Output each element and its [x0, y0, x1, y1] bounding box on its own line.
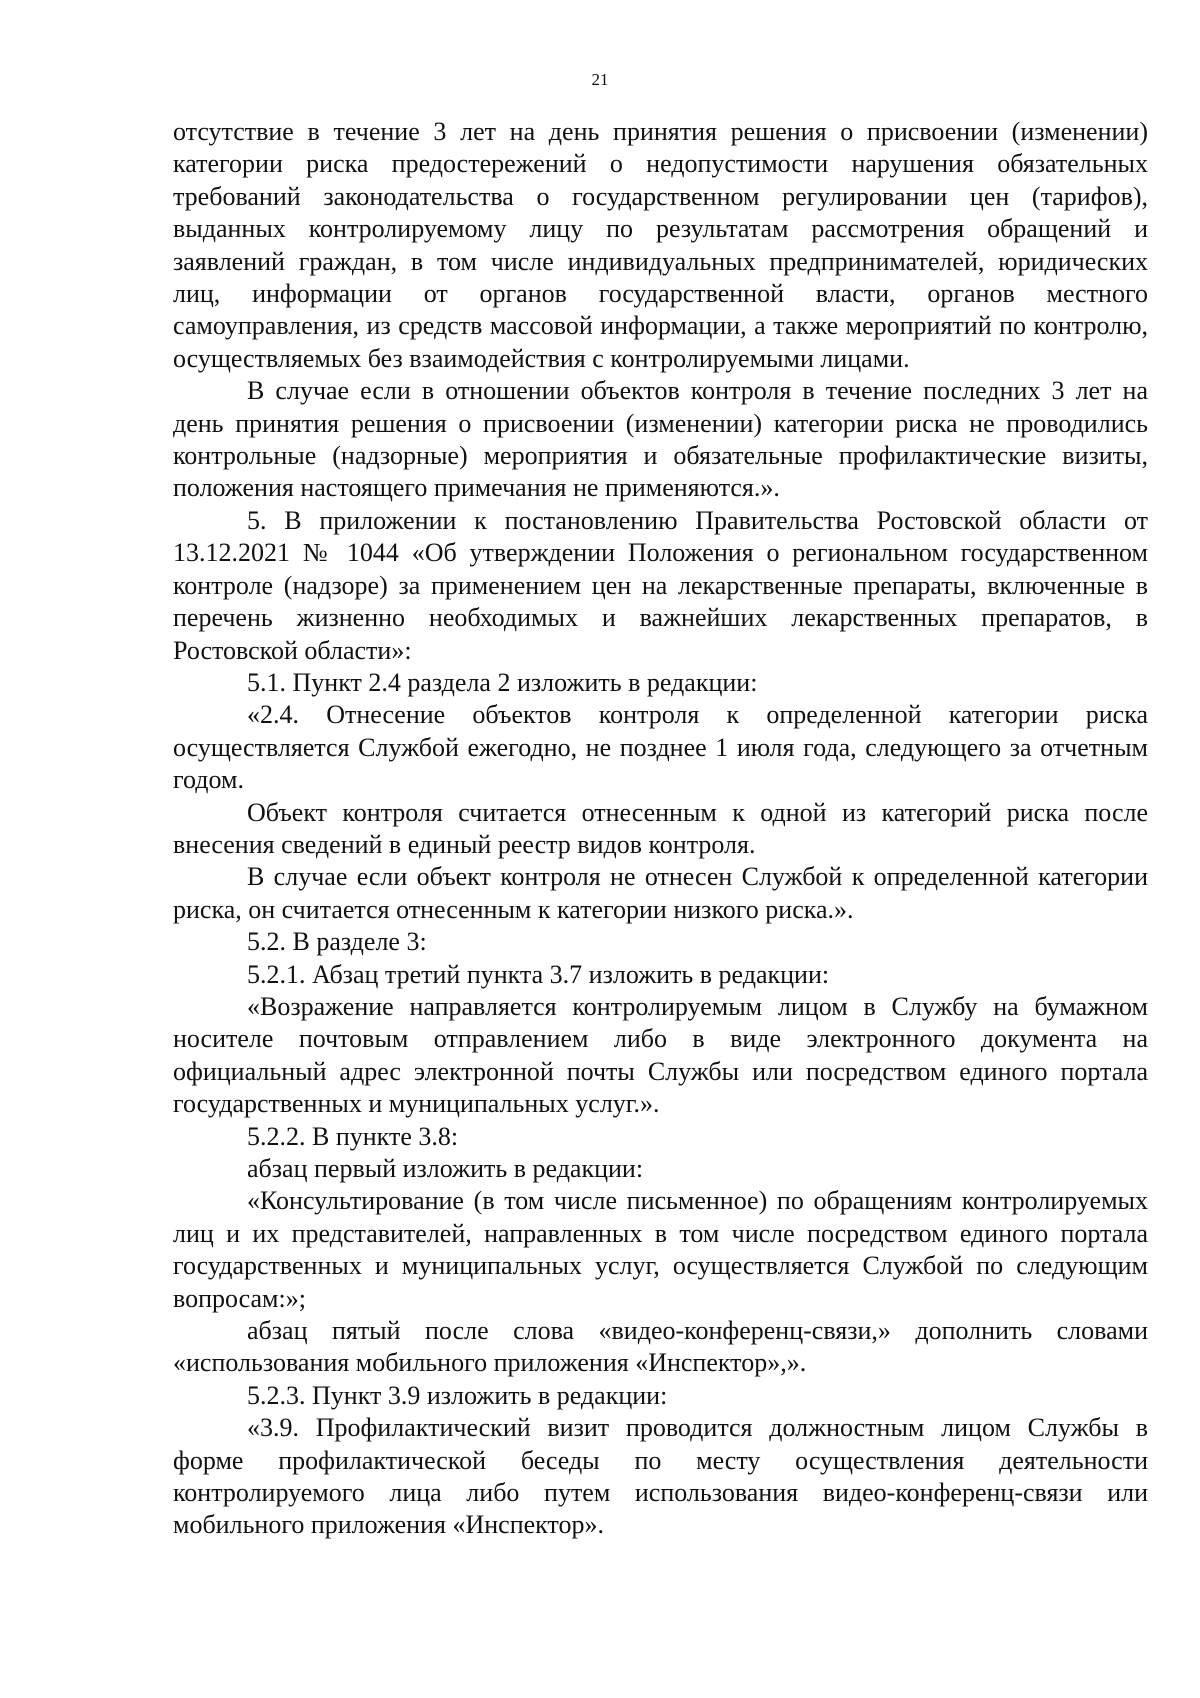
paragraph: Объект контроля считается отнесенным к одной из категорий риска после внесения сведений в единый реестр видов контроля. [173, 797, 1148, 859]
paragraph: «Консультирование (в том числе письменное) по обращениям контролируемых лиц и их представителей, направленных в том числе посредством единого портала государственных и муниципальных услуг, осуществляется Службой по следующим вопросам:»; [173, 1186, 1148, 1313]
paragraph: абзац пятый после слова «видео-конференц-связи,» дополнить словами «использования мобильного приложения «Инспектор»,». [173, 1316, 1148, 1378]
paragraph: 5.2. В разделе 3: [247, 927, 427, 957]
paragraph: «Возражение направляется контролируемым лицом в Службу на бумажном носителе почтовым отправлением либо в виде электронного документа на официальный адрес электронной почты Службы или посредством единого портала государственных и муниципальных услуг.». [173, 991, 1148, 1119]
page-number: 21 [591, 70, 609, 89]
paragraph: 5.2.3. Пункт 3.9 изложить в редакции: [247, 1380, 668, 1410]
paragraph: 5.2.2. В пункте 3.8: [247, 1121, 459, 1151]
paragraph: «3.9. Профилактический визит проводится должностным лицом Службы в форме профилактической беседы по месту осуществления деятельности контролируемого лица либо путем использования видео-конференц-связи или мобильного приложения «Инспектор». [173, 1413, 1148, 1540]
paragraph: 5. В приложении к постановлению Правительства Ростовской области от 13.12.2021 № 1044 «Об утверждении Положения о региональном государственном контроле (надзоре) за применением цен на лекарственные препараты, включенные в перечень жизненно необходимых и важнейших лекарственных препаратов, в Ростовской области»: [173, 505, 1148, 665]
paragraph: 5.2.1. Абзац третий пункта 3.7 изложить в редакции: [247, 959, 830, 989]
paragraph: отсутствие в течение 3 лет на день принятия решения о присвоении (изменении) категории риска предостережений о недопустимости нарушения обязательных требований законодательства о государственном регулировании цен (тарифов), выданных контролируемому лицу по результатам рассмотрения обращений и заявлений граждан, в том числе индивидуальных предпринимателей, юридических лиц, информации от органов государственной власти, органов местного самоуправления, из средств массовой информации, а также мероприятий по контролю, осуществляемых без взаимодействия с контролируемыми лицами. [173, 117, 1148, 373]
paragraph: абзац первый изложить в редакции: [247, 1154, 644, 1183]
document-body [173, 116, 1148, 1542]
paragraph: 5.1. Пункт 2.4 раздела 2 изложить в редакции: [247, 667, 758, 697]
paragraph: В случае если в отношении объектов контроля в течение последних 3 лет на день принятия решения о присвоении (изменении) категории риска не проводились контрольные (надзорные) мероприятия и обязательные профилактические визиты, положения настоящего примечания не применяются.». [173, 376, 1148, 503]
paragraph: В случае если объект контроля не отнесен Службой к определенной категории риска, он считается отнесенным к категории низкого риска.». [173, 862, 1148, 924]
paragraph: «2.4. Отнесение объектов контроля к определенной категории риска осуществляется Службой ежегодно, не позднее 1 июля года, следующего за отчетным годом. [173, 700, 1148, 795]
